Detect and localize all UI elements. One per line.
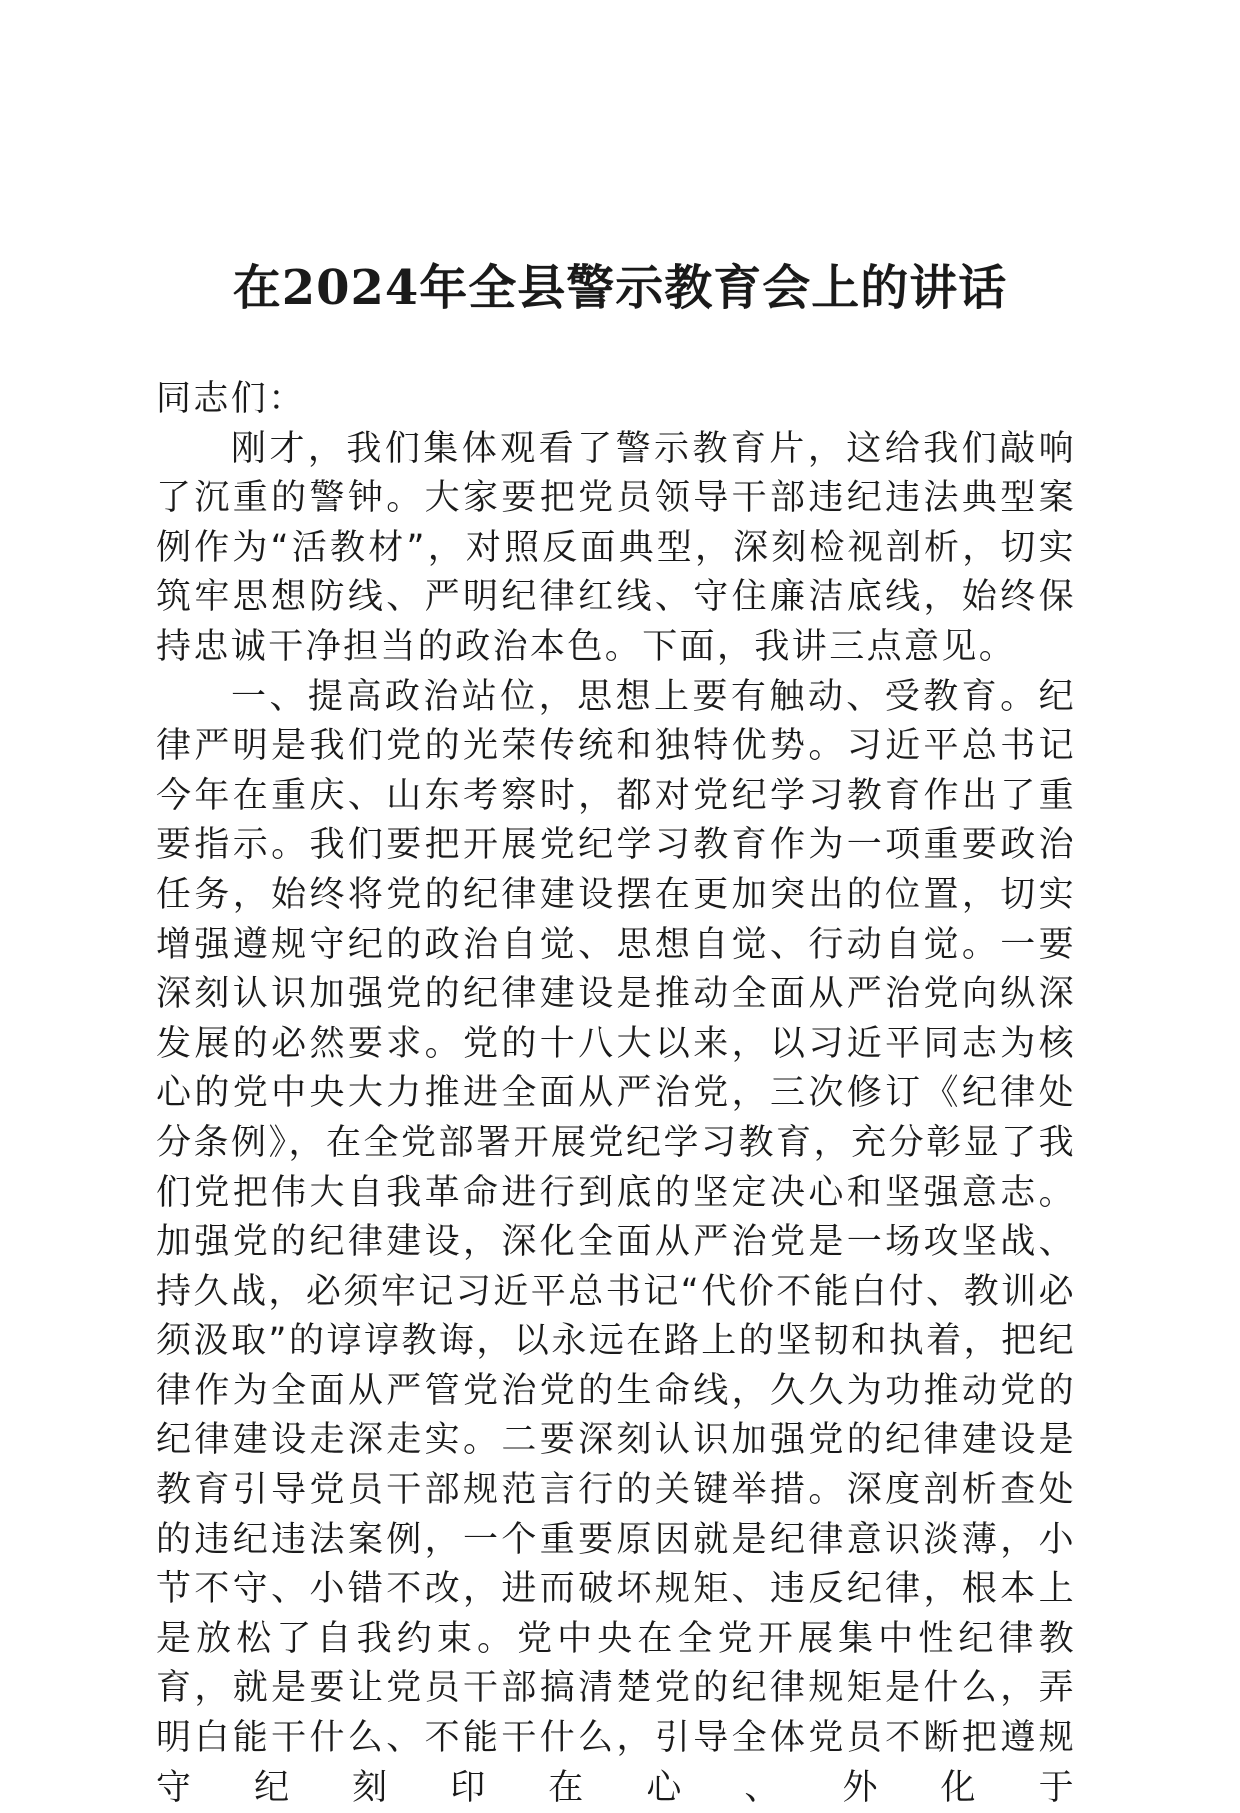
paragraph-intro: 刚才，我们集体观看了警示教育片，这给我们敲响了沉重的警钟。大家要把党员领导干部违纪违法典型案例作为“活教材”，对照反面典型，深刻检视剖析，切实筑牢思想防线、严明纪律红线、守住廉洁底线，始终保持忠诚干净担当的政治本色。下面，我讲三点意见。 bbox=[156, 428, 1076, 667]
document-body bbox=[156, 375, 1076, 1813]
document-title: 在2024年全县警示教育会上的讲话 bbox=[232, 260, 1008, 316]
paragraph-section-one: 一、提高政治站位，思想上要有触动、受教育。纪律严明是我们党的光荣传统和独特优势。习近平总书记今年在重庆、山东考察时，都对党纪学习教育作出了重要指示。我们要把开展党纪学习教育作为一项重要政治任务，始终将党的纪律建设摆在更加突出的位置，切实增强遵规守纪的政治自觉、思想自觉、行动自觉。一要深刻认识加强党的纪律建设是推动全面从严治党向纵深发展的必然要求。党的十八大以来，以习近平同志为核心的党中央大力推进全面从严治党，三次修订《纪律处分条例》，在全党部署开展党纪学习教育，充分彰显了我们党把伟大自我革命进行到底的坚定决心和坚强意志。加强党的纪律建设，深化全面从严治党是一场攻坚战、持久战，必须牢记习近平总书记“代价不能白付、教训必须汲取”的谆谆教诲，以永远在路上的坚韧和执着，把纪律作为全面从严管党治党的生命线，久久为功推动党的纪律建设走深走实。二要深刻认识加强党的纪律建设是教育引导党员干部规范言行的关键举措。深度剖析查处的违纪违法案例，一个重要原因就是纪律意识淡薄，小节不守、小错不改，进而破坏规矩、违反纪律，根本上是放松了自我约束。党中央在全党开展集中性纪律教育，就是要让党员干部搞清楚党的纪律规矩是什么，弄明白能干什么、不能干什么，引导全体党员不断把遵规守纪刻印在心、外化于 bbox=[156, 676, 1076, 1808]
salutation: 同志们： bbox=[156, 379, 306, 419]
